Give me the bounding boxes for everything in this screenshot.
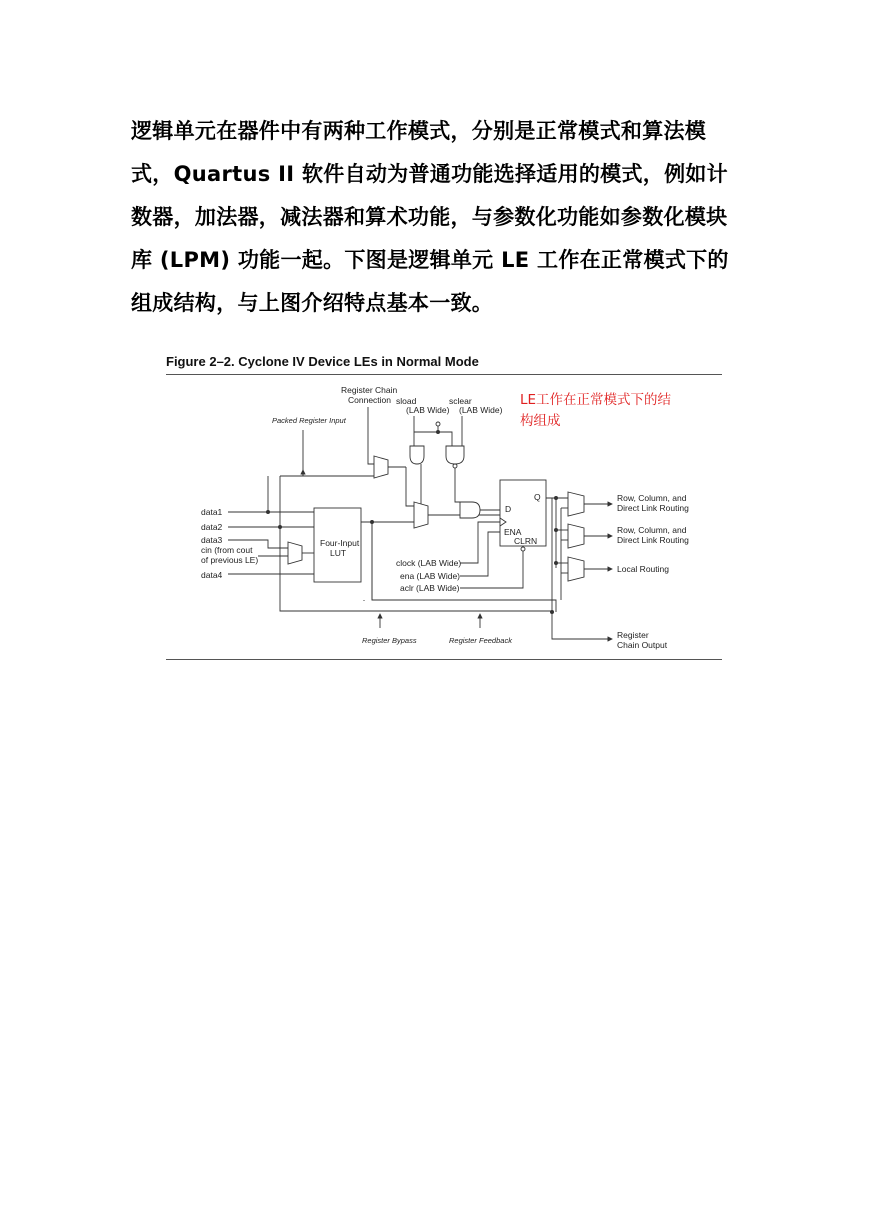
sload-sub-label: (LAB Wide): [406, 405, 450, 415]
cin-label: cin (from cout: [201, 545, 253, 555]
register-chain-wire: [368, 407, 374, 464]
output-2-label-2: Direct Link Routing: [617, 535, 689, 545]
register-chain-output-label: Register: [617, 630, 649, 640]
register-chain-connection-label-2: Connection: [348, 395, 392, 405]
lut-label-1: Four-Input: [320, 538, 360, 548]
lut-label-2: LUT: [330, 548, 347, 558]
sload-label: sload: [396, 396, 417, 406]
cin-label-2: of previous LE): [201, 555, 259, 565]
packed-register-input-label: Packed Register Input: [272, 416, 346, 425]
output-mux-2: [568, 524, 584, 548]
sload-gate: [410, 446, 424, 464]
output-2-label: Row, Column, and: [617, 525, 687, 535]
clock-label: clock (LAB Wide): [396, 558, 462, 568]
output-mux-1: [568, 492, 584, 516]
output-1-label-2: Direct Link Routing: [617, 503, 689, 513]
ff-ena-label: ENA: [504, 527, 522, 537]
data4-label: data4: [201, 570, 223, 580]
aclr-label: aclr (LAB Wide): [400, 583, 460, 593]
ena-label: ena (LAB Wide): [400, 571, 460, 581]
ff-q-label: Q: [534, 492, 541, 502]
chain-mux: [374, 456, 388, 478]
figure-title: Figure 2–2. Cyclone IV Device LEs in Normal Mode: [166, 354, 479, 369]
annotation-line-1: LE工作在正常模式下的结: [520, 392, 672, 408]
register-chain-output-label-2: Chain Output: [617, 640, 668, 650]
register-feedback-label: Register Feedback: [449, 636, 512, 645]
sclear-sub-label: (LAB Wide): [459, 405, 503, 415]
ena-and-gate: [460, 502, 480, 518]
cin-mux: [288, 542, 302, 564]
data2-label: data2: [201, 522, 223, 532]
register-bypass-label: Register Bypass: [362, 636, 417, 645]
ff-d-label: D: [505, 504, 512, 514]
sclear-gate: [446, 446, 464, 464]
annotation-line-2: 构组成: [520, 413, 561, 429]
data3-label: data3: [201, 535, 223, 545]
body-paragraph: 逻辑单元在器件中有两种工作模式，分别是正常模式和算法模式，Quartus II 软件自动为普通功能选择适用的模式，例如计数器，加法器，减法器和算术功能，与参数化功能如参数化模块库 (LPM) 功能一起。下图是逻辑单元 LE 工作在正常模式下的组成结构，与上图介绍特点基本一致。: [131, 119, 729, 315]
register-chain-connection-label: Register Chain: [341, 385, 398, 395]
output-mux-3: [568, 557, 584, 581]
output-1-label: Row, Column, and: [617, 493, 687, 503]
ff-clrn-label: CLRN: [514, 536, 538, 546]
data-mux: [414, 502, 428, 528]
sclear-label: sclear: [449, 396, 472, 406]
data1-label: data1: [201, 507, 223, 517]
output-3-label: Local Routing: [617, 564, 669, 574]
